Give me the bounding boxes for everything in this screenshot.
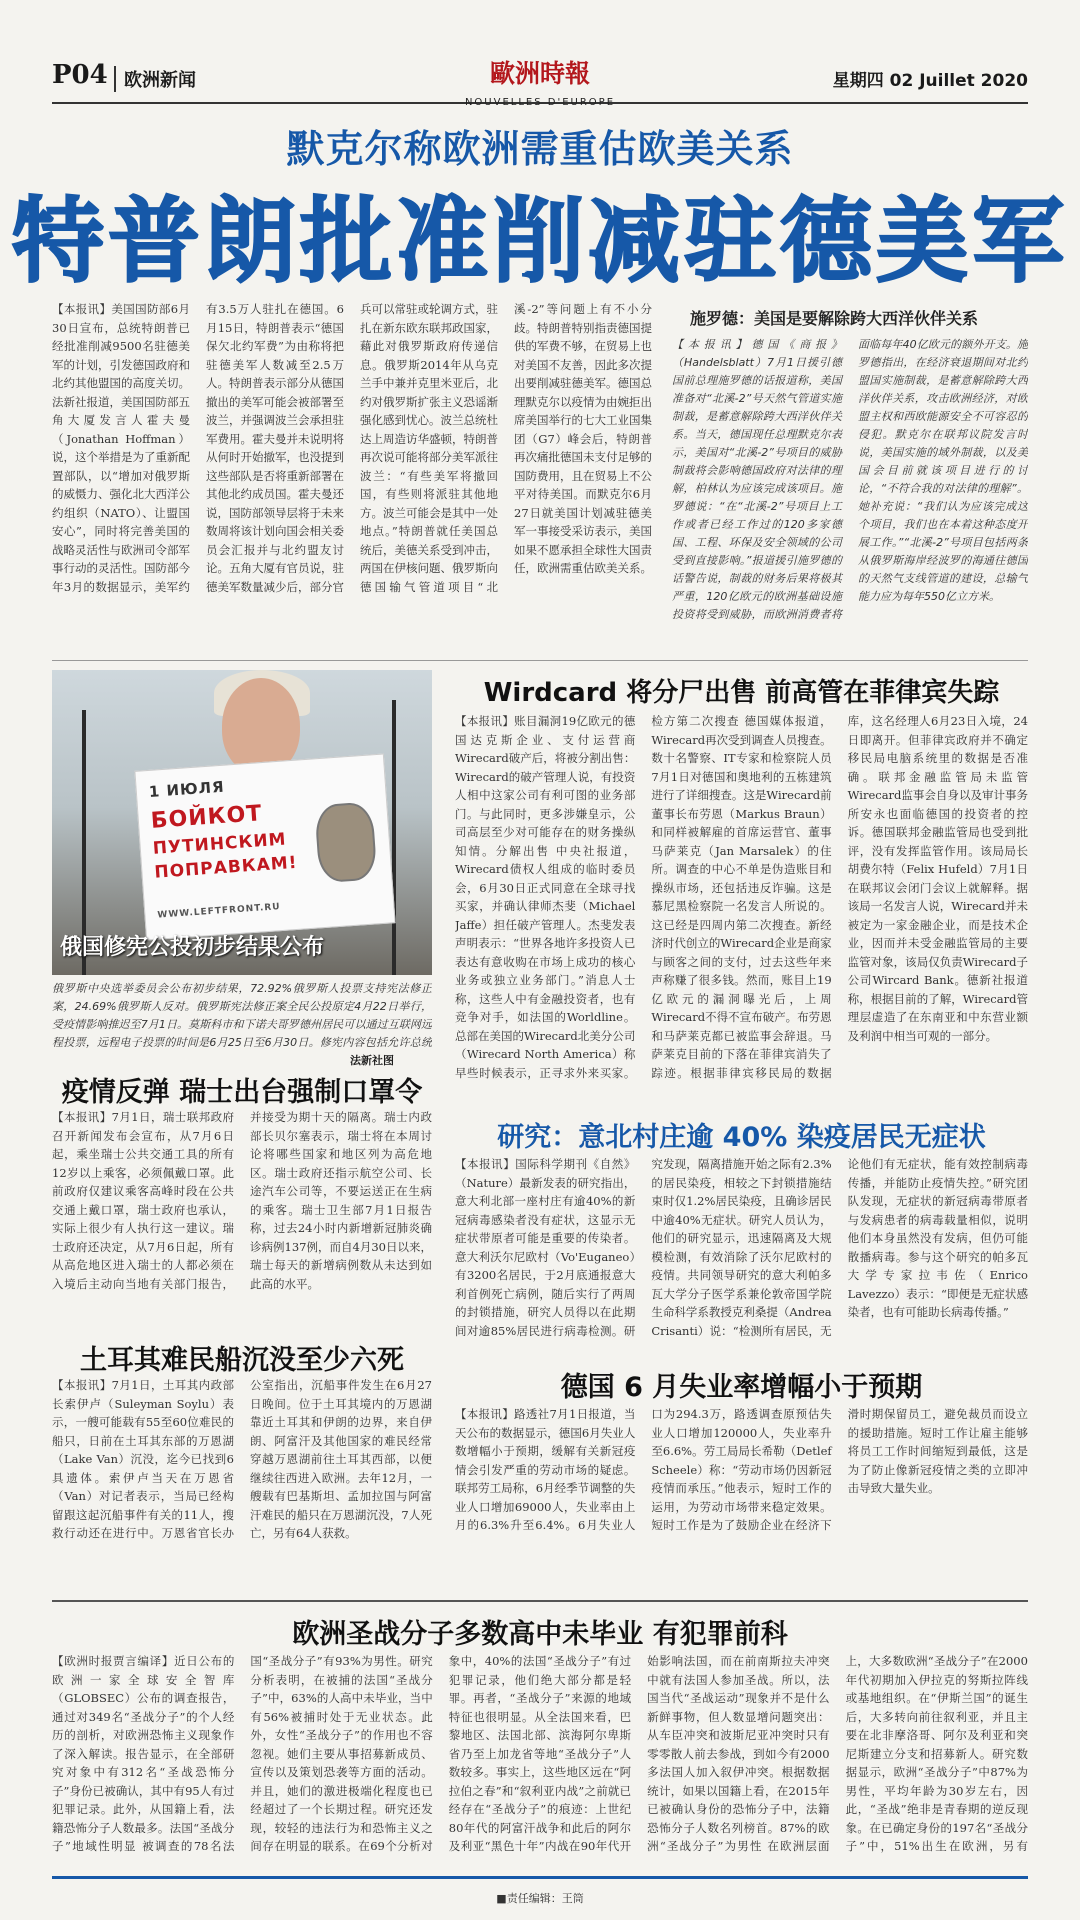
- issue-date: 星期四 02 Juillet 2020: [832, 71, 1028, 91]
- editor-credit: ■责任编辑：王筒: [496, 1892, 584, 1905]
- putin-crown-image: [314, 801, 377, 883]
- lead-article-body: 【本报讯】美国国防部6月30日宣布，总统特朗普已经批准削减9500名驻德美军的计划，引发德国政府和北约其他盟国的高度关切。法新社报道，美国国防部五角大厦发言人霍夫曼（Jonathan Hoffman）说，这个举措是为了重新配置部队，以“增加对俄罗斯的威慑力、强化北大西洋公约组织（NATO）、让盟国安心”，同时将完善美国的战略灵活性与欧洲司令部军事行动的灵活性。国防部今年3月的数据显示，美军约有3.5万人驻扎在德国。6月15日，特朗普表示“德国保欠北约军费”为由称将把驻德美军人数减至2.5万人。特朗普表示部分从德国撤出的美军可能会被部署至波兰，并强调波兰会承担驻军费用。霍夫曼并未说明将从何时开始撤军，也没提到这些部队是否将重新部署在其他北约成员国。霍夫曼还说，国防部领导层将于未来数周将该计划向国会相关委员会汇报并与北约盟友讨论。五角大厦有官员说，驻德美军数量减少后，部分官兵可以常驻或轮调方式，驻扎在新东欧东联邦政国家，藉此对俄罗斯政府传递信息。俄罗斯2014年从乌克兰手中兼并克里米亚后，北约对俄罗斯扩张主义恐谣渐强化感到忧心。波兰总统杜达上周造访华盛顿，特朗普再次说可能将部分美军派往波兰：“有些美军将撤回国，有些则将派驻其他地方。波兰可能会是其中一处地点。”特朗普就任美国总统后，美德关系受到冲击，两国在伊核问题、俄罗斯向德国输气管道项目“北溪-2”等问题上有不小分歧。特朗普特别指责德国提供的军费不够，在贸易上也对美国不友善，因此多次提出要削减驻德美军。德国总理默克尔以疫情为由婉拒出席美国举行的七大工业国集团（G7）峰会后，特朗普再次痛批德国未支付足够的国防费用，且在贸易上不公平对待美国。而默克尔6月27日就美国计划减驻德美军一事接受采访表示，美国如果不愿承担全球性大国责任，欧洲需重估欧美关系。: [52, 302, 652, 594]
- protest-sign: [134, 753, 395, 940]
- italy-title: 研究：意北村庄逾 40% 染疫居民无症状: [497, 1122, 986, 1153]
- jihad-title: 欧洲圣战分子多数高中未毕业 有犯罪前科: [292, 1619, 788, 1650]
- wirecard-title: Wirdcard 将分尸出售 前高管在菲律宾失踪: [483, 678, 1000, 708]
- page-number: P04: [52, 60, 108, 90]
- sign-date: 1 ИЮЛЯ: [148, 777, 226, 801]
- jihad-body: 【欧洲时报贾言编译】近日公布的欧洲一家全球安全智库（GLOBSEC）公布的调查报告，通过对349名“圣战分子”的个人经历的剖析，对欧洲恐怖主义现象作了深入解读。报告显示，在全部研究对象中有312名“圣战恐怖分子”身份已被确认，其中有95人有过犯罪记录。此外，从国籍上看，法籍恐怖分子人数最多。法国“圣战分子”地域性明显 被调查的78名法国“圣战分子”有93%为男性。研究分析表明，在被捕的法国“圣战分子”中，63%的人高中未毕业，当中有56%被捕时处于无业状态。此外，女性“圣战分子”的作用也不容忽视。她们主要从事招募新成员、宣传以及策划恐袭等方面的活动。并且，她们的激进极端化程度也已经超过了一个长期过程。研究还发现，较轻的违法行为和恐怖主义之间存在明显的联系。在69个分析对象中，40%的法国“圣战分子”有过犯罪记录，他们绝大部分都是轻罪。再者，“圣战分子”来源的地域特征也很明显。从全法国来看，巴黎地区、法国北部、滨海阿尔卑斯省乃至上加龙省等地“圣战分子”人数较多。事实上，这些地区远在“阿拉伯之春”和“叙利亚内战”之前就已经存在“圣战分子”的痕迹：上世纪80年代的阿富汗战争和此后的阿尔及利亚“黑色十年”内战在90年代开始影响法国，而在前南斯拉夫冲突中就有法国人参加圣战。所以，法国当代“圣战运动”现象并不是什么新鲜事物，但人数显增问题突出：从车臣冲突和波斯尼亚冲突时只有零零散人前去参战，到如今有2000多法国人加入叙伊冲突。根据数据统计，如果以国籍上看，在2015年已被确认身份的恐怖分子中，法籍恐怖分子人数名列榜首。87%的欧洲“圣战分子”为男性 在欧洲层面上，大多数欧洲“圣战分子”在2000年代初期加入伊拉克的努斯拉阵线或基地组织。在“伊斯兰国”的诞生后，大多转向前往叙利亚，并且主要在北非摩洛哥、阿尔及利亚和突尼斯建立分支和招募新人。研究数据显示，欧洲“圣战分子”中87%为男性，平均年龄为30岁左右，因此，“圣战”绝非是青春期的逆反现象。在已确定身份的197名“圣战分子”中，51%出生在欧洲，另有: [52, 1654, 1028, 1853]
- sign-line: ПОПРАВКАМ!: [153, 852, 299, 883]
- unemployment-title: 德国 6 月失业率增幅小于预期: [560, 1372, 923, 1403]
- sign-line: ПУТИНСКИМ: [152, 829, 288, 859]
- divider: [52, 660, 1028, 661]
- turkey-body: 【本报讯】7月1日，土耳其内政部长索伊卢（Suleyman Soylu）表示，一艘可能载有55至60位难民的船只，日前在土耳其东部的万恩湖（Lake Van）沉没，迄今已找到6具遗体。索伊卢当天在万恩省（Van）对记者表示，当局已经构留跟这起沉船事件有关的11人，搜救行动还在进行中。万恩省官长办公室指出，沉船事件发生在6月27日晚间。位于土耳其境内的万恩湖靠近土耳其和伊朗的边界，来自伊朗、阿富汗及其他国家的难民经常穿越万恩湖前往土耳其西部，以便继续往西进入欧洲。去年12月，一艘载有巴基斯坦、孟加拉国与阿富汗难民的船只在万恩湖沉没，7人死亡，另有64人获救。: [52, 1378, 432, 1540]
- photo-caption: 俄国修宪公投初步结果公布: [60, 935, 325, 960]
- logo-french: NOUVELLES D'EUROPE: [464, 97, 616, 108]
- masthead: [52, 58, 1028, 108]
- lead-headline: 特普朗批准削减驻德美军: [11, 188, 1068, 295]
- photo-caption-text: 俄罗斯中央选举委员会公布初步结果，72.92%俄罗斯人投票支持宪法修正案，24.69%俄罗斯人反对。俄罗斯宪法修正案全民公投原定4月22日举行，受疫情影响推迟至7月1日。莫斯科市和下诺夫哥罗德州居民可以通过互联网远程投票，远程电子投票的时间是6月25日至6月30日。修宪内容包括允许总统: [52, 982, 432, 1049]
- unemployment-body: 【本报讯】路透社7月1日报道，当天公布的数据显示，德国6月失业人数增幅小于预期，缓解有关新冠疫情会引发严重的劳动市场的疑虑。联邦劳工局称，6月经季节调整的失业人口增加69000人，失业率由上月的6.3%升至6.4%。6月失业人口为294.3万，路透调查原预估失业人口增加120000人，失业率升至6.6%。劳工局局长希勒（Detlef Scheele）称：“劳动市场仍因新冠疫情而承压。”他表示，短时工作的运用，为劳动市场带来稳定效果。短时工作是为了鼓励企业在经济下滑时期保留员工，避免裁员而设立的援助措施。短时工作让雇主能够将员工工作时间缩短到最低，这是为了防止像新冠疫情之类的立即冲击导致大量失业。: [455, 1407, 1028, 1532]
- footer-bar: [52, 1876, 1028, 1879]
- sign-url: WWW.LEFTFRONT.RU: [157, 902, 281, 921]
- wirecard-body: 【本报讯】账目漏洞19亿欧元的德国达克斯企业、支付运营商Wirecard破产后，将被分割出售：Wirecard的破产管理人说，有投资人相中这家公司有利可图的业务部门。与此同时，更多涉嫌皇示，公司高层至少对可能存在的财务操纵知情。分解出售 中央社报道，Wirecard债权人组成的临时委员会，6月30日正式同意在全球寻找买家，并确认律师杰斐（Michael Jaffe）担任破产管理人。杰斐发表声明表示：“世界各地许多投资人已表达有意收购在市场上成功的核心业务或独立业务部门。”消息人士称，这些人中有金融投资者，也有竞争对手，如法国的Worldline。总部在美国的Wirecard北美分公司（Wirecard North America）称早些时候表示，正寻求外来买家。检方第二次搜查 德国媒体报道，Wirecard再次受到调查人员搜查。数十名警察、IT专家和检察院人员7月1日对德国和奥地利的五栋建筑进行了详细搜查。这是Wirecard前董事长布劳恩（Markus Braun）和同样被解雇的首席运营官、董事马萨莱克（Jan Marsalek）的住所。调查的中心不单是伪造账目和操纵市场，还包括违反诈骗。这是慕尼黑检察院一名发言人所说的。这已经是四周内第二次搜查。新经济时代创立的Wirecard企业是商家与顾客之间的支付，过去这些年来声称赚了很多钱。然而，账目上19亿欧元的漏洞曝光后，上周Wirecard不得不宣布破产。布劳恩和马萨莱克都已被监事会辞退。马萨莱克目前的下落在菲律宾消失了踪迹。根据菲律宾移民局的数据库，这名经理人6月23日入境，24日即离开。但菲律宾政府并不确定移民局电脑系统里的数据是否准确。联邦金融监管局未监管 Wirecard监事会自身以及审计事务所安永也面临德国的投资者的控诉。德国联邦金融监管局也受到批评，没有发挥监管作用。该局局长胡费尔特（Felix Hufeld）7月1日在联邦议会闭门会议上就解释。据该局一名发言人说，Wirecard并未被定为一家金融企业，而是技术企业，因而并未受金融监管局的主要监管对象，该局仅负责Wirecard子公司Wircard Bank。德新社报道称，根据目前的了解，Wirecard管理层虚造了在东南亚和中东营业额及利润中相当可观的一部分。: [455, 714, 1028, 1080]
- side-article-title: 施罗德：美国是要解除跨大西洋伙伴关系: [690, 309, 979, 328]
- swiss-title: 疫情反弹 瑞士出台强制口罩令: [61, 1077, 423, 1108]
- logo-chinese: 歐洲時報: [489, 59, 590, 88]
- swiss-body: 【本报讯】7月1日，瑞士联邦政府召开新闻发布会宣布，从7月6日起，乘坐瑞士公共交通工具的所有12岁以上乘客，必须佩戴口罩。此前政府仅建议乘客高峰时段在公共交通上戴口罩，瑞士政府也承认，实际上很少有人执行这一建议。瑞士政府还决定，从7月6日起，所有从高危地区进入瑞士的人都必须在入境后主动向当地有关部门报告，并接受为期十天的隔离。瑞士内政部长贝尔塞表示，瑞士将在本周讨论将哪些国家和地区列为高危地区。瑞士政府还指示航空公司、长途汽车公司等，不要运送正在生病的乘客。瑞士卫生部7月1日报告称，过去24小时内新增新冠肺炎确诊病例137例，而自4月30日以来，瑞士每天的新增病例数从未达到如此高的水平。: [52, 1110, 432, 1291]
- sign-boycott: БОЙКОТ: [150, 801, 264, 834]
- lead-kicker: 默克尔称欧洲需重估欧美关系: [286, 127, 794, 171]
- protest-photo: [52, 670, 432, 975]
- section-name: 欧洲新闻: [114, 66, 196, 92]
- turkey-title: 土耳其难民船沉没至少六死: [80, 1345, 404, 1376]
- divider: [52, 1600, 1028, 1602]
- side-article-body: 【本报讯】德国《商报》（Handelsblatt）7月1日援引德国前总理施罗德的话报道称，美国准备对“北溪-2”号天然气管道实施制裁，是蓄意解除跨大西洋伙伴关系。当天，德国现任总理默克尔表示，美国对“北溪-2”号项目的威胁制裁将会影响德国政府对法律的理解，柏林认为应该完成该项目。施罗德说：“在“北溪-2”号项目上工作或者已经工作过的120多家德国、工程、环保及安全领域的公司受到直接影响。”报道援引施罗德的话警告说，制裁的财务后果将极其严重，120亿欧元的欧洲基础设施投资将受到威胁，而欧洲消费者将面临每年40亿欧元的额外开支。施罗德指出，在经济衰退期间对北约盟国实施制裁，是蓄意解除跨大西洋伙伴关系，攻击欧洲经济，对欧盟主权和西欧能源安全不可容忍的侵犯。默克尔在联邦议院发言时说，美国实施的域外制裁，以及美国会目前就该项目进行的讨论，“不符合我的对法律的理解”。她补充说：“我们认为应该完成这个项目，我们也在本着这种态度开展工作。”“北溪-2”号项目包括两条从俄罗斯海岸经波罗的海通往德国的天然气支线管道的建设，总输气能力应为每年550亿立方米。: [672, 338, 1028, 621]
- photo-credit: 法新社图: [350, 1054, 394, 1067]
- italy-body: 【本报讯】国际科学期刊《自然》（Nature）最新发表的研究指出，意大利北部一座村庄有逾40%的新冠病毒感染者没有症状，这显示无症状带原者可能是重要的传染者。意大利沃尔尼欧村（Vo'Euganeo）有3200名居民，于2月底通报意大利首例死亡病例，随后实行了两周的封锁措施，研究人员得以在此期间对逾85%居民进行病毒检测。研究发现，隔离措施开始之际有2.3%的居民染疫，相较之下封锁措施结束时仅1.2%居民染疫，且确诊居民中逾40%无症状。研究人员认为，他们的研究显示，迅速隔离及大规模检测，有效消除了沃尔尼欧村的疫情。共同领导研究的意大利帕多瓦大学分子医学系兼伦敦帝国学院生命科学系教授克利桑提（Andrea Crisanti）说：“检测所有居民，无论他们有无症状，能有效控制病毒传播，并能防止疫情失控。”研究团队发现，无症状的新冠病毒带原者与发病患者的病毒载量相似，说明他们本身虽然没有发病，但仍可能散播病毒。参与这个研究的帕多瓦大学专家拉韦佐（Enrico Lavezzo）表示：“即便是无症状感染者，也有可能助长病毒传播。”: [455, 1157, 1028, 1338]
